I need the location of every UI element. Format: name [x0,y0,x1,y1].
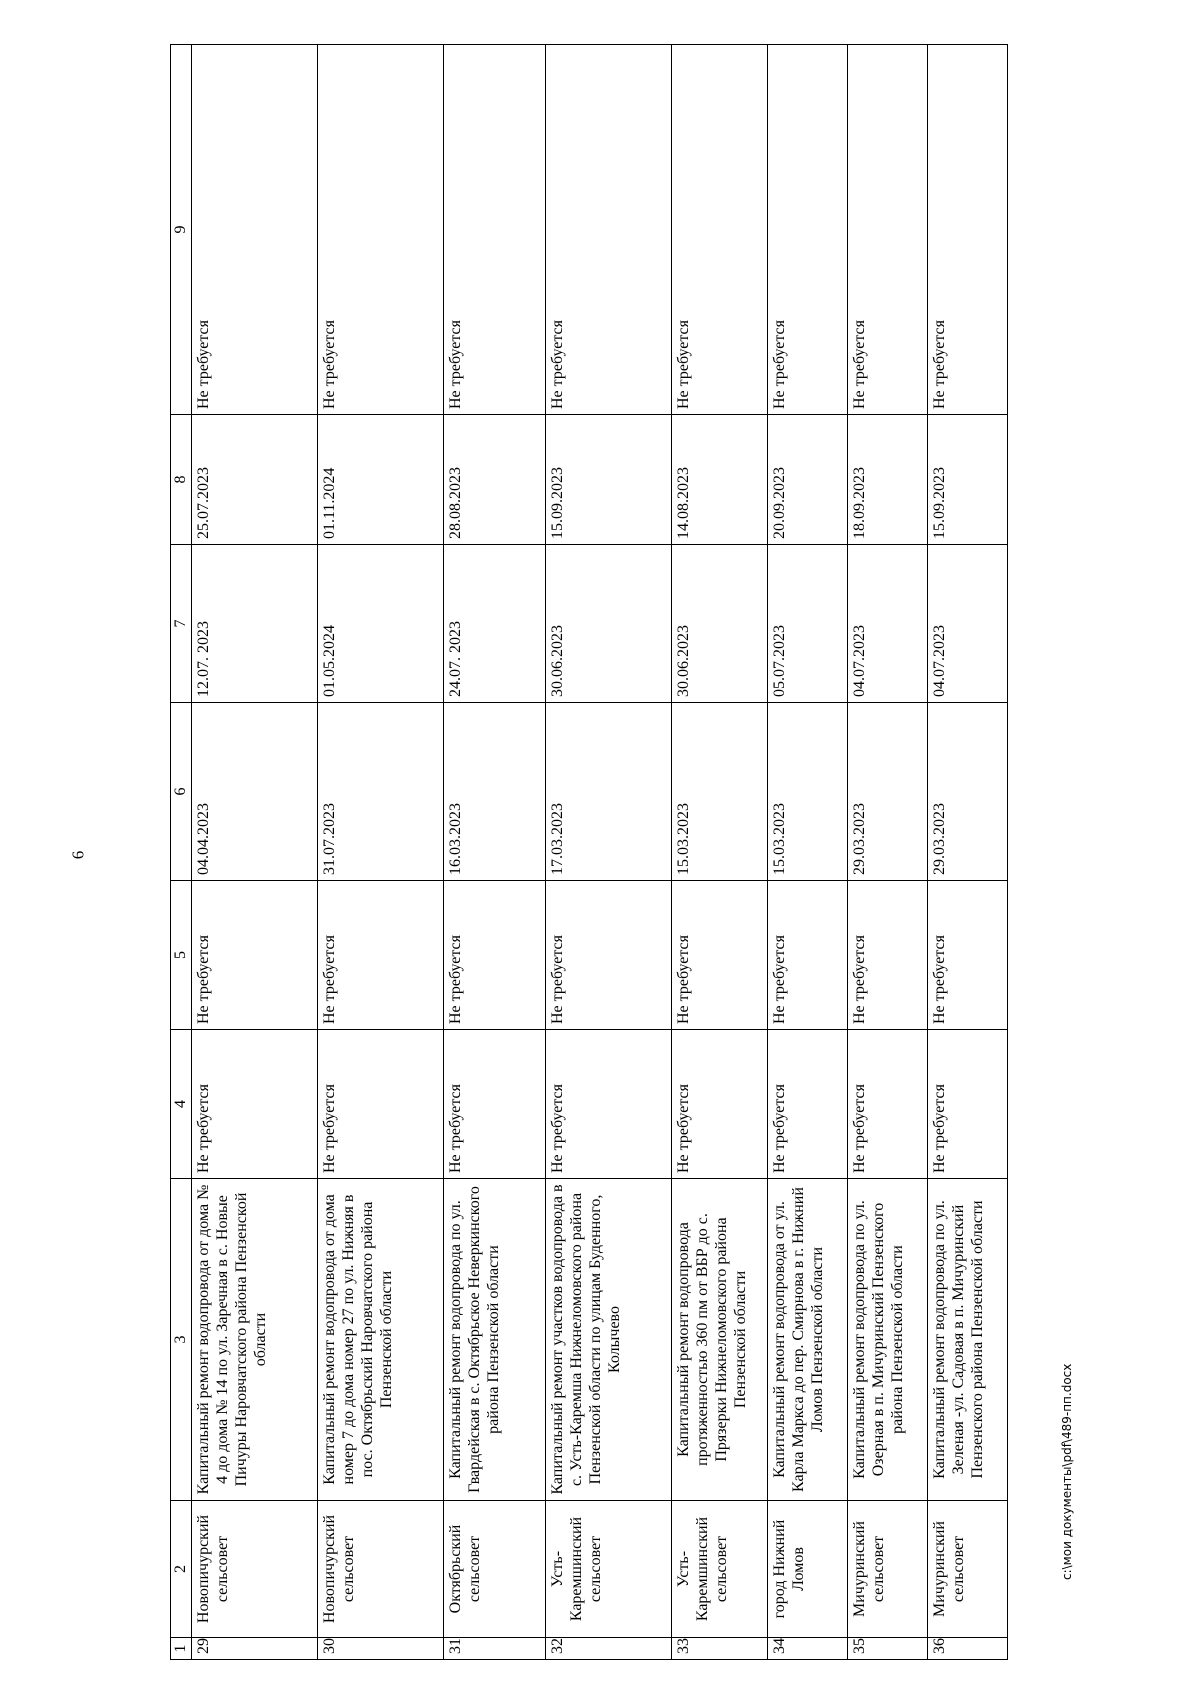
table-row [318,45,444,1660]
cell-col9: Не требуется [444,45,546,415]
cell-col6: 31.07.2023 [318,703,444,881]
header-row [171,45,192,1660]
table-row [928,45,1008,1660]
cell-col8: 15.09.2023 [546,415,672,545]
council-cell: Новопичурский сельсовет [192,1501,318,1638]
council-cell: Новопичурский сельсовет [318,1501,444,1638]
row-number: 35 [848,1638,928,1660]
cell-col4: Не требуется [768,1030,848,1179]
cell-col8: 15.09.2023 [928,415,1008,545]
row-number: 31 [444,1638,546,1660]
column-header: 3 [171,1179,192,1501]
table-row [192,45,318,1660]
council-cell: Мичуринский сельсовет [848,1501,928,1638]
council-cell: Мичуринский сельсовет [928,1501,1008,1638]
cell-col5: Не требуется [192,881,318,1030]
objects-table [170,44,1008,1660]
cell-col9: Не требуется [768,45,848,415]
cell-col7: 05.07.2023 [768,545,848,703]
cell-col7: 01.05.2024 [318,545,444,703]
cell-col6: 15.03.2023 [768,703,848,881]
table-row [848,45,928,1660]
cell-col4: Не требуется [192,1030,318,1179]
column-header: 5 [171,881,192,1030]
table-row [672,45,768,1660]
row-number: 34 [768,1638,848,1660]
page-number: 6 [68,850,88,860]
cell-col9: Не требуется [672,45,768,415]
table-row [546,45,672,1660]
cell-col4: Не требуется [444,1030,546,1179]
cell-col8: 20.09.2023 [768,415,848,545]
council-cell: Усть-Каремшинский сельсовет [546,1501,672,1638]
object-cell: Капитальный ремонт водопровода от ул. Карла Маркса до пер. Смирнова в г. Нижний Ломов Пензенской области [768,1179,848,1501]
column-header: 7 [171,545,192,703]
cell-col8: 25.07.2023 [192,415,318,545]
cell-col6: 16.03.2023 [444,703,546,881]
column-header: 2 [171,1501,192,1638]
cell-col4: Не требуется [928,1030,1008,1179]
column-header: 8 [171,415,192,545]
cell-col5: Не требуется [318,881,444,1030]
file-path-footer: c:\мои документы\pdf\489-пп.docx [1060,1363,1074,1580]
cell-col7: 04.07.2023 [928,545,1008,703]
row-number: 33 [672,1638,768,1660]
cell-col4: Не требуется [672,1030,768,1179]
column-header: 9 [171,45,192,415]
cell-col4: Не требуется [848,1030,928,1179]
cell-col5: Не требуется [928,881,1008,1030]
row-number: 29 [192,1638,318,1660]
cell-col7: 30.06.2023 [672,545,768,703]
object-cell: Капитальный ремонт участков водопровода в с. Усть-Каремша Нижнеломовского района Пензенской области по улицам Буденного, Колычево [546,1179,672,1501]
rotated-page [170,45,1000,1660]
table-row [444,45,546,1660]
cell-col8: 14.08.2023 [672,415,768,545]
row-number: 32 [546,1638,672,1660]
cell-col7: 24.07. 2023 [444,545,546,703]
row-number: 30 [318,1638,444,1660]
council-cell: город Нижний Ломов [768,1501,848,1638]
cell-col4: Не требуется [318,1030,444,1179]
cell-col7: 30.06.2023 [546,545,672,703]
cell-col6: 15.03.2023 [672,703,768,881]
cell-col5: Не требуется [444,881,546,1030]
cell-col9: Не требуется [318,45,444,415]
object-cell: Капитальный ремонт водопровода протяженностью 360 пм от ВБР до с. Прязерки Нижнеломовского района Пензенской области [672,1179,768,1501]
cell-col9: Не требуется [928,45,1008,415]
cell-col7: 12.07. 2023 [192,545,318,703]
cell-col5: Не требуется [848,881,928,1030]
table-row [768,45,848,1660]
cell-col5: Не требуется [546,881,672,1030]
column-header: 6 [171,703,192,881]
council-cell: Усть-Каремшинский сельсовет [672,1501,768,1638]
cell-col9: Не требуется [192,45,318,415]
cell-col5: Не требуется [768,881,848,1030]
object-cell: Капитальный ремонт водопровода от дома № 4 до дома № 14 по ул. Заречная в с. Новые Пичуры Наровчатского района Пензенской области [192,1179,318,1501]
cell-col8: 28.08.2023 [444,415,546,545]
column-header: 1 [171,1638,192,1660]
cell-col9: Не требуется [546,45,672,415]
cell-col6: 17.03.2023 [546,703,672,881]
council-cell: Октябрьский сельсовет [444,1501,546,1638]
object-cell: Капитальный ремонт водопровода по ул. Зеленая -ул. Садовая в п. Мичуринский Пензенского района Пензенской области [928,1179,1008,1501]
cell-col7: 04.07.2023 [848,545,928,703]
object-cell: Капитальный ремонт водопровода от дома номер 7 до дома номер 27 по ул. Нижняя в пос. Октябрьский Наровчатского района Пензенской области [318,1179,444,1501]
column-header: 4 [171,1030,192,1179]
object-cell: Капитальный ремонт водопровода по ул. Гвардейская в с. Октябрьское Неверкинского района Пензенской области [444,1179,546,1501]
cell-col6: 29.03.2023 [928,703,1008,881]
cell-col6: 29.03.2023 [848,703,928,881]
cell-col6: 04.04.2023 [192,703,318,881]
cell-col8: 18.09.2023 [848,415,928,545]
cell-col9: Не требуется [848,45,928,415]
cell-col5: Не требуется [672,881,768,1030]
cell-col8: 01.11.2024 [318,415,444,545]
object-cell: Капитальный ремонт водопровода по ул. Озерная в п. Мичуринский Пензенского района Пензенской области [848,1179,928,1501]
row-number: 36 [928,1638,1008,1660]
cell-col4: Не требуется [546,1030,672,1179]
